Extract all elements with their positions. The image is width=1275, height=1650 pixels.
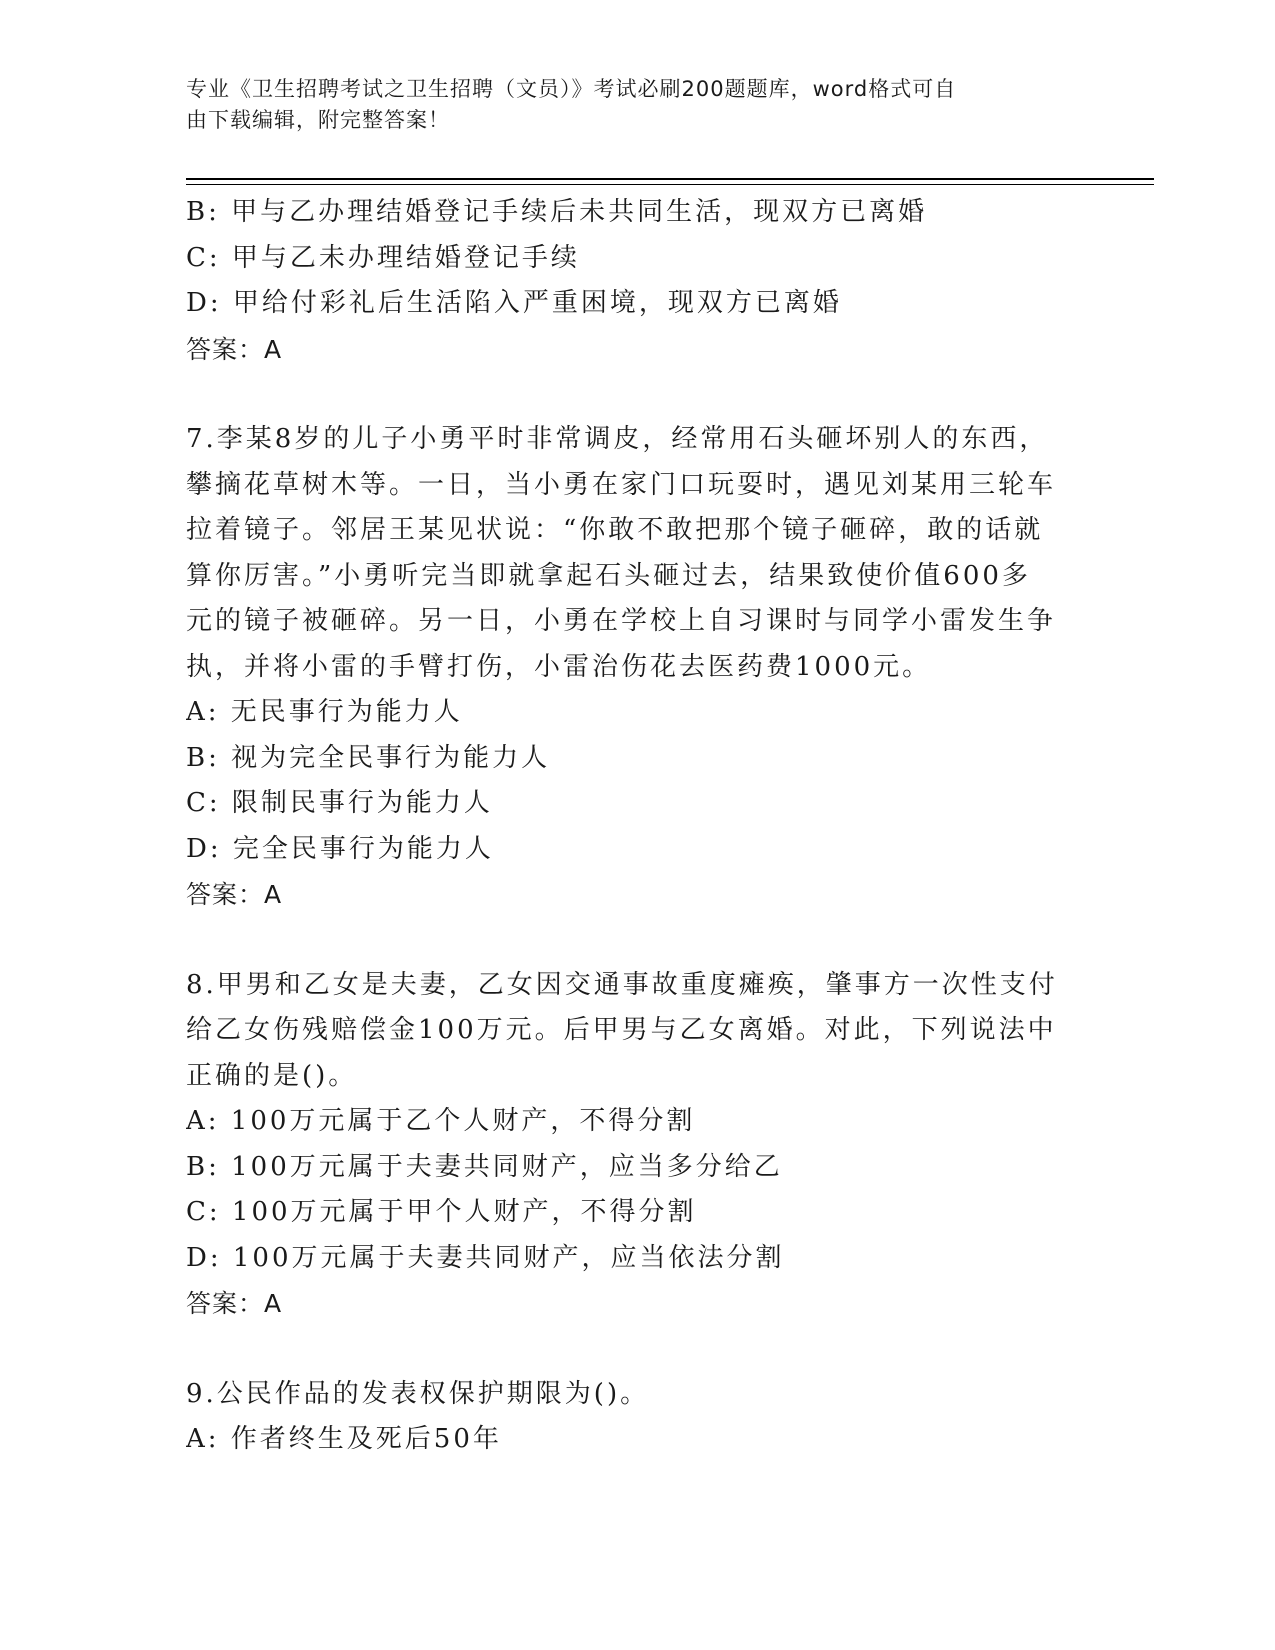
header-line-1: 专业《卫生招聘考试之卫生招聘（文员）》考试必刷200题题库，word格式可自 — [186, 77, 957, 101]
option-b: B: 100万元属于夫妻共同财产，应当多分给乙 — [186, 1151, 783, 1182]
option-c: C: 限制民事行为能力人 — [186, 788, 493, 818]
header-divider-thin — [186, 184, 1154, 185]
question-text-line: 7.李某8岁的儿子小勇平时非常调皮，经常用石头砸坏别人的东西， — [186, 424, 1049, 454]
answer-line: 答案：A — [186, 1289, 283, 1318]
answer-line: 答案：A — [186, 880, 283, 909]
question-6-continued — [186, 190, 1066, 372]
header-divider-thick — [186, 178, 1154, 180]
question-text-line: 给乙女伤残赔偿金100万元。后甲男与乙女离婚。对此，下列说法中 — [186, 1015, 1057, 1045]
header-line-2: 由下载编辑，附完整答案！ — [186, 108, 450, 132]
option-d: D: 100万元属于夫妻共同财产，应当依法分割 — [186, 1242, 785, 1273]
question-8 — [186, 963, 1066, 1327]
answer-line: 答案：A — [186, 334, 283, 364]
option-c: C: 100万元属于甲个人财产，不得分割 — [186, 1197, 697, 1227]
question-text-line: 执，并将小雷的手臂打伤，小雷治伤花去医药费1000元。 — [186, 651, 932, 682]
question-text-line: 攀摘花草树木等。一日，当小勇在家门口玩耍时，遇见刘某用三轮车 — [186, 469, 1057, 500]
option-d: D: 完全民事行为能力人 — [186, 833, 494, 864]
option-b: B: 甲与乙办理结婚登记手续后未共同生活，现双方已离婚 — [186, 197, 928, 227]
document-body — [186, 190, 1066, 1463]
question-text-line: 正确的是()。 — [186, 1060, 358, 1091]
question-text-line: 9.公民作品的发表权保护期限为()。 — [186, 1378, 650, 1409]
document-header — [186, 74, 1066, 136]
question-text-line: 拉着镜子。邻居王某见状说：“你敢不敢把那个镜子砸碎，敢的话就 — [186, 515, 1044, 545]
question-9 — [186, 1372, 1066, 1463]
option-a: A: 作者终生及死后50年 — [186, 1424, 502, 1454]
question-7 — [186, 417, 1066, 918]
option-a: A: 无民事行为能力人 — [186, 697, 463, 727]
question-text-line: 8.甲男和乙女是夫妻，乙女因交通事故重度瘫痪，肇事方一次性支付 — [186, 969, 1058, 1000]
option-b: B: 视为完全民事行为能力人 — [186, 742, 551, 773]
question-text-line: 元的镜子被砸碎。另一日，小勇在学校上自习课时与同学小雷发生争 — [186, 606, 1057, 636]
option-a: A: 100万元属于乙个人财产，不得分割 — [186, 1106, 696, 1136]
option-d: D: 甲给付彩礼后生活陷入严重困境，现双方已离婚 — [186, 288, 842, 318]
option-c: C: 甲与乙未办理结婚登记手续 — [186, 242, 580, 273]
question-text-line: 算你厉害。”小勇听完当即就拿起石头砸过去，结果致使价值600多 — [186, 560, 1031, 591]
